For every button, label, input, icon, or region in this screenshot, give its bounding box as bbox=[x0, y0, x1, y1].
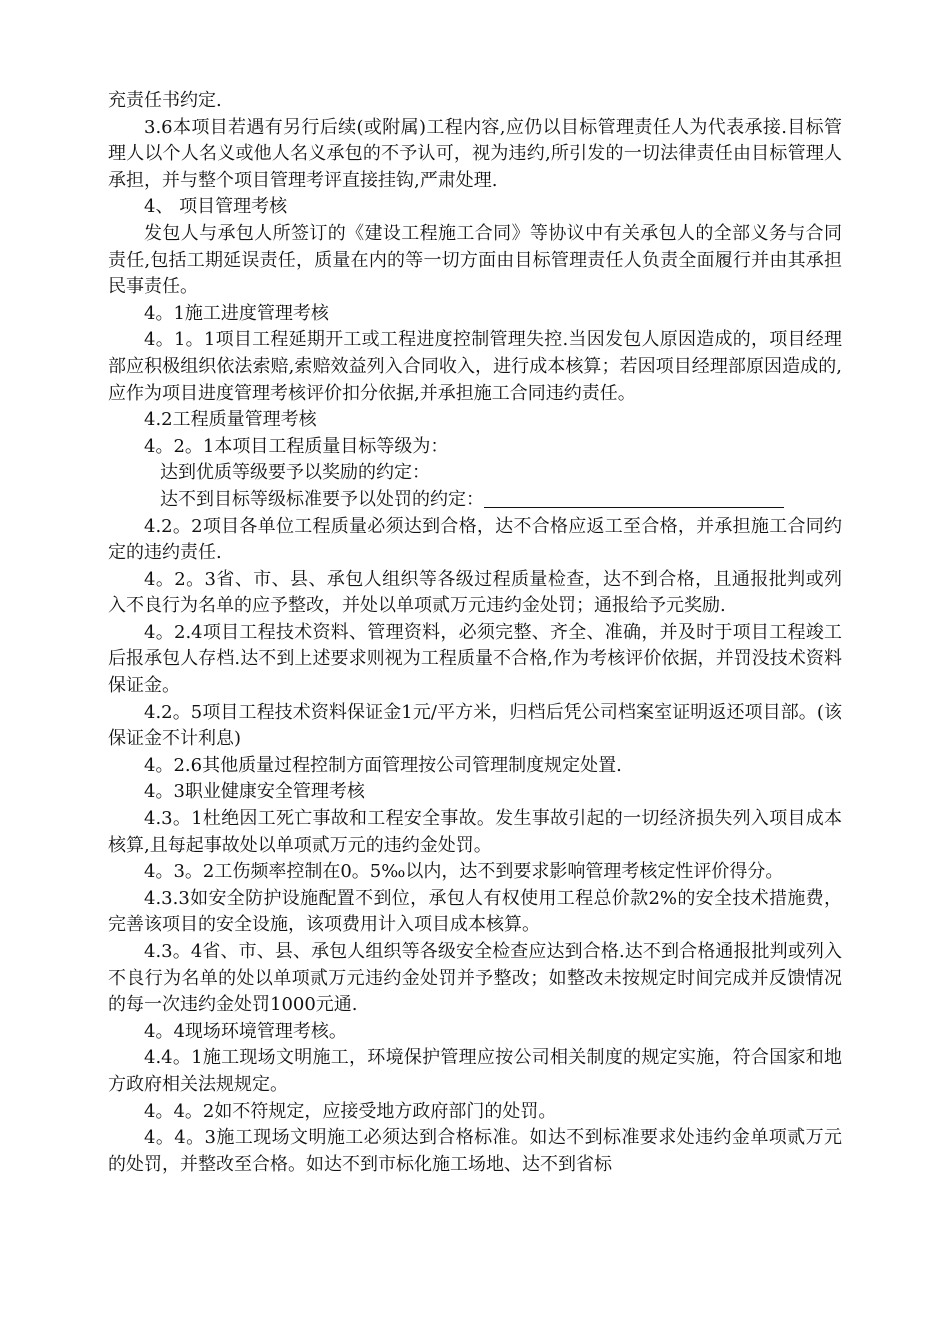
subheading-4-4: 4。4现场环境管理考核。 bbox=[144, 1020, 347, 1042]
paragraph-4-2-1: 4。2。1本项目工程质量目标等级为： bbox=[144, 435, 449, 457]
paragraph-4-4-3: 4。4。3施工现场文明施工必须达到合格标准。如达不到标准要求处违约金单项贰万元的处罚，并整改至合格。如达不到市标化施工场地、达不到省标 bbox=[108, 1127, 842, 1175]
subheading-4-3: 4。3职业健康安全管理考核 bbox=[144, 781, 365, 803]
paragraph-4-3-4: 4.3。4省、市、县、承包人组织等各级安全检查应达到合格.达不到合格通报批判或列入不良行为名单的处以单项贰万元违约金处罚并予整改；如整改未按规定时间完成并反馈情况的每一次违约金处罚1000元通. bbox=[108, 941, 842, 1016]
paragraph-4-2-3: 4。2。3省、市、县、承包人组织等各级过程质量检查，达不到合格，且通报批判或列入不良行为名单的应予整改，并处以单项贰万元违约金处罚；通报给予元奖励. bbox=[108, 568, 842, 617]
paragraph-reward-agreement: 达到优质等级要予以奖励的约定： bbox=[160, 462, 430, 484]
paragraph-4-intro: 发包人与承包人所签订的《建设工程施工合同》等协议中有关承包人的全部义务与合同责任,包括工期延误责任，质量在内的等一切方面由目标管理责任人负责全面履行并由其承担民事责任。 bbox=[108, 222, 842, 298]
paragraph-4-4-1: 4.4。1施工现场文明施工，环境保护管理应按公司相关制度的规定实施，符合国家和地方政府相关法规规定。 bbox=[108, 1047, 842, 1095]
paragraph-4-4-2: 4。4。2如不符规定，应接受地方政府部门的处罚。 bbox=[144, 1100, 557, 1122]
paragraph-4-3-3: 4.3.3如安全防护设施配置不到位，承包人有权使用工程总价款2%的安全技术措施费，完善该项目的安全设施，该项费用计入项目成本核算。 bbox=[108, 887, 842, 936]
paragraph-4-3-2: 4。3。2工伤频率控制在0。5‰以内，达不到要求影响管理考核定性评价得分。 bbox=[144, 861, 784, 883]
paragraph-penalty-agreement bbox=[108, 487, 842, 514]
section-heading-4: 4、 项目管理考核 bbox=[144, 196, 288, 218]
subheading-4-1: 4。1施工进度管理考核 bbox=[144, 302, 329, 324]
paragraph-4-2-5: 4.2。5项目工程技术资料保证金1元/平方米，归档后凭公司档案室证明返还项目部。(该保证金不计利息) bbox=[108, 701, 842, 750]
paragraph-4-3-1: 4.3。1杜绝因工死亡事故和工程安全事故。发生事故引起的一切经济损失列入项目成本核算,且每起事故处以单项贰万元的违约金处罚。 bbox=[108, 808, 842, 856]
paragraph-3-6: 3.6本项目若遇有另行后续(或附属)工程内容,应仍以目标管理责任人为代表承接.目标管理人以个人名义或他人名义承包的不予认可，视为违约,所引发的一切法律责任由目标管理人承担，并与整个项目管理考评直接挂钩,严肃处理. bbox=[108, 116, 842, 191]
paragraph-4-2-4: 4。2.4项目工程技术资料、管理资料，必须完整、齐全、准确，并及时于项目工程竣工后报承包人存档.达不到上述要求则视为工程质量不合格,作为考核评价依据，并罚没技术资料保证金。 bbox=[108, 621, 842, 697]
subheading-4-2: 4.2工程质量管理考核 bbox=[144, 409, 317, 431]
paragraph-4-2-2: 4.2。2项目各单位工程质量必须达到合格，达不合格应返工至合格，并承担施工合同约定的违约责任. bbox=[108, 515, 842, 564]
fill-in-blank-line bbox=[484, 489, 784, 508]
paragraph-4-1-1: 4。1。1项目工程延期开工或工程进度控制管理失控.当因发包人原因造成的，项目经理部应积极组织依法索赔,索赔效益列入合同收入，进行成本核算；若因项目经理部原因造成的,应作为项目进度管理考核评价扣分依据,并承担施工合同违约责任。 bbox=[108, 329, 842, 404]
document-body bbox=[108, 88, 842, 1178]
paragraph-continuation: 充责任书约定. bbox=[108, 90, 222, 111]
penalty-agreement-label: 达不到目标等级标准要予以处罚的约定： bbox=[160, 488, 484, 510]
paragraph-4-2-6: 4。2.6其他质量过程控制方面管理按公司管理制度规定处置. bbox=[144, 754, 622, 776]
